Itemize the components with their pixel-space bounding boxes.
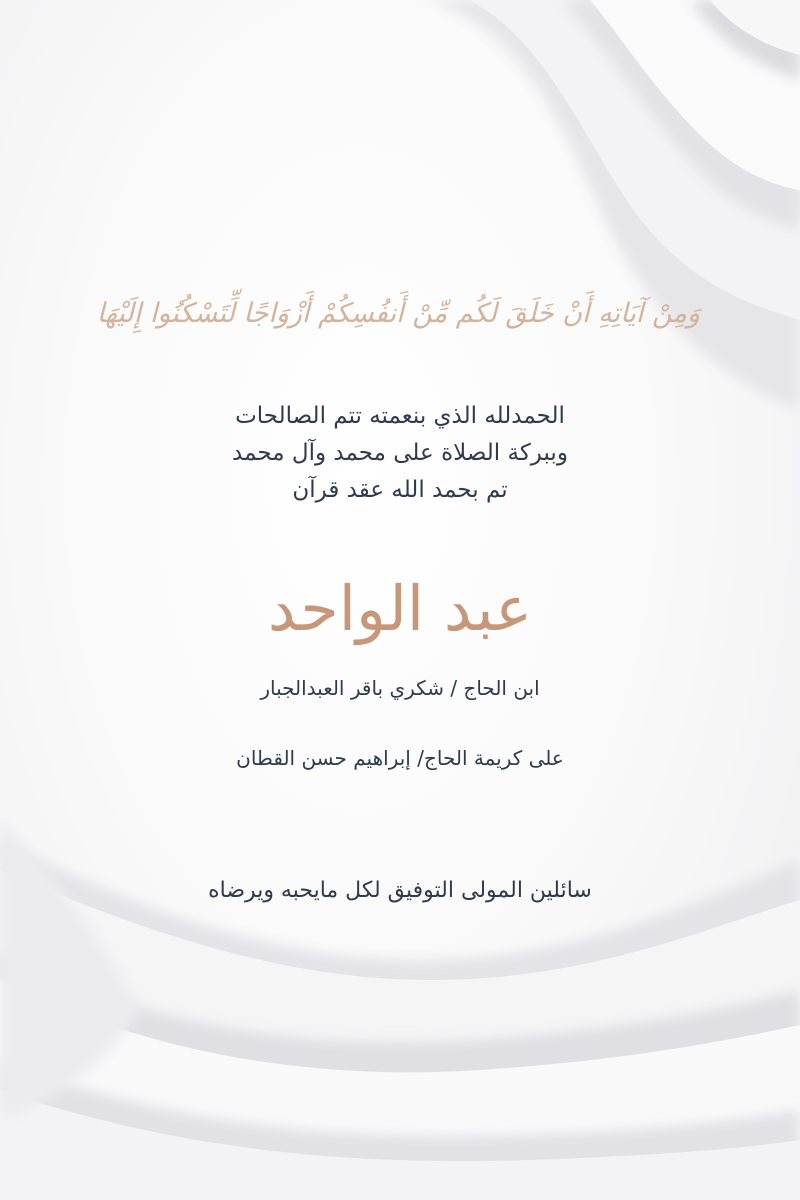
groom-father: ابن الحاج / شكري باقر العبدالجبار <box>260 676 540 700</box>
closing-prayer: سائلين المولى التوفيق لكل مايحبه ويرضاه <box>208 878 592 903</box>
groom-name: عبد الواحد <box>267 572 533 645</box>
bride-father: على كريمة الحاج/ إبراهيم حسن القطان <box>236 746 564 770</box>
intro-line: الحمدلله الذي بنعمته تتم الصالحات <box>235 403 565 429</box>
intro-line: وببركة الصلاة على محمد وآل محمد <box>232 440 568 466</box>
intro-line: تم بحمد الله عقد قرآن <box>292 477 508 503</box>
quran-verse: وَمِنْ آيَاتِهِ أَنْ خَلَقَ لَكُم مِّنْ أَنفُسِكُمْ أَزْوَاجًا لِّتَسْكُنُوا إِلَيْهَا <box>96 298 700 329</box>
intro-text <box>150 398 650 509</box>
